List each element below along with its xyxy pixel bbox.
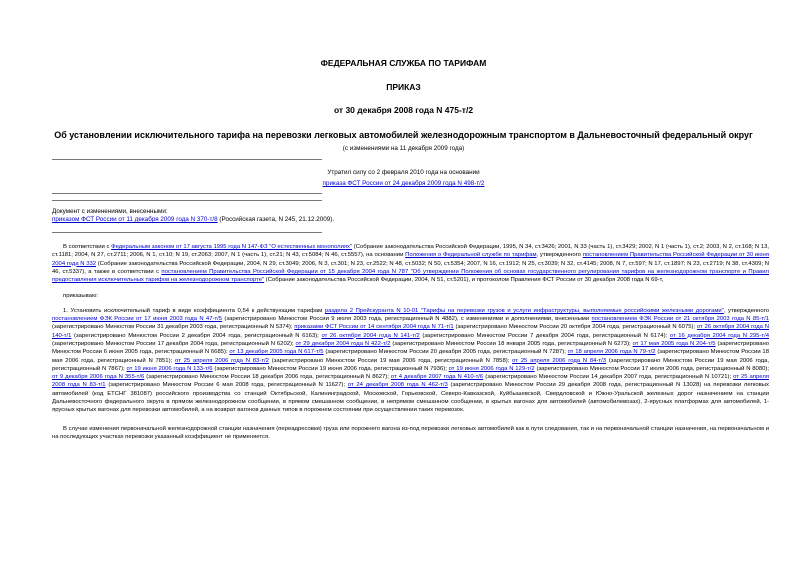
- reference-link[interactable]: от 25 апреля 2006 года N 83-т/2: [174, 357, 269, 364]
- divider: [52, 200, 322, 201]
- revision-note: (с изменениями на 11 декабря 2009 года): [342, 145, 465, 152]
- reference-link[interactable]: Федеральным законом от 17 августа 1995 года N 147-ФЗ "О естественных монополиях": [111, 244, 353, 250]
- text-run: , утвержденного: [723, 307, 770, 314]
- changes-link[interactable]: приказом ФСТ России от 11 декабря 2009 года N 370-т/8: [52, 216, 218, 224]
- reference-link[interactable]: постановлением ФЭК России от 21 октября 2003 года N 85-т/1: [591, 316, 769, 323]
- reference-link[interactable]: постановлением Правительства Российской Федерации от 30 июня 2004 года N 332: [52, 252, 769, 267]
- text-run: (зарегистрировано Минюстом России 19 мая 2006 года, регистрационный N 7858);: [268, 357, 513, 364]
- text-run: (зарегистрировано Минюстом России 29 декабря 2008 года, регистрационный N 13028) на перевозки легковых автомобилей (код ЕТСНГ 381087) российского производства со станций Октябрьской, Калининградской, Московской, Горьковской, Северо-Кавказской, Куйбышевской, Свердловской и Южно-Уральской железных дорог назначением на станции Дальневосточного федерального округа в прямом железнодорожном сообщении, в прямом смешанном сообщении, в непрямом смешанном сообщении, в крытых вагонах для автомобилей (автомобилевозах), 2-ярусных платформах для автомобилей, 1-ярусных крытых вагонах для перевозки автомобилей, а на возврат вагонов данных типов в порожнем состоянии при осуществлении таких перевозок.: [52, 382, 769, 414]
- divider: [52, 232, 322, 233]
- expiry-text: Утратил силу со 2 февраля 2010 года на основании: [327, 169, 480, 176]
- text-run: (зарегистрировано Минюстом России 2 декабря 2004 года, регистрационный N 6163);: [71, 332, 322, 339]
- reference-link[interactable]: от 29 декабря 2004 года N 422-т/2: [295, 340, 391, 347]
- text-run: (зарегистрировано Минюстом России 20 октября 2004 года, регистрационный N 6075);: [453, 324, 697, 331]
- text-run: (зарегистрировано Минюстом России 9 июля 2003 года, регистрационный N 4882), с изменениями и дополнениями, внесенными: [222, 316, 592, 323]
- reference-link[interactable]: от 18 апреля 2006 года N 79-т/2: [567, 349, 656, 356]
- text-run: (зарегистрировано Минюстом России 6 июня 2005 года, регистрационный N 6685);: [52, 340, 770, 356]
- reference-link[interactable]: от 26 октября 2004 года N 141-т/2: [321, 332, 420, 339]
- text-run: (Собрание законодательства Российской Федерации, 1995, N 34, ст.3426; 2001, N 33 (часть 1), ст.3429; 2002, N 1 (часть 1), ст.2; 2003, N 2, ст.168; N 13, ст.1181; 2004, N 27, ст.2711; 2006, N 1, ст.10; N 19, ст.2063; 2007, N 1 (часть 1), ст.21; N 43, ст.5084; N 46, ст.5557), на основании: [52, 244, 769, 259]
- text-run: (зарегистрировано Минюстом России 19 мая 2006 года, регистрационный N 7867);: [52, 357, 769, 372]
- text-run: 1. Установить исключительный тариф в виде коэффициента 0,54 к действующим тарифам: [63, 307, 325, 314]
- text-run: (зарегистрировано Минюстом России 17 июля 2006 года, регистрационный N 8080);: [534, 365, 769, 372]
- reference-link[interactable]: постановлением Правительства Российской Федерации от 15 декабря 2004 года N 787 "Об утверждении Положения об основах государственного регулирования тарифов на железнодорожном транспорте и Правил предоставления исключительных тарифов на железнодорожном транспорте": [52, 268, 769, 284]
- divider: [52, 159, 322, 160]
- text-run: (зарегистрировано Минюстом России 6 мая 2008 года, регистрационный N 11627);: [105, 382, 348, 389]
- doc-date-heading: от 30 декабря 2008 года N 475-т/2: [333, 105, 474, 115]
- text-run: (зарегистрировано Минюстом России 20 декабря 2005 года, регистрационный N 7287);: [323, 349, 568, 356]
- changes-label: Документ с изменениями, внесенными:: [52, 208, 168, 215]
- doc-type-heading: ПРИКАЗ: [386, 82, 421, 92]
- text-run: В соответствии с: [63, 244, 112, 250]
- reference-link[interactable]: от 16 декабря 2004 года N 295-т/4: [669, 332, 770, 339]
- text-run: (зарегистрировано Минюстом России 7 декабря 2004 года, регистрационный N 6174);: [419, 332, 670, 339]
- text-run: (Собрание законодательства Российской Федерации, 2004, N 51, ст.5201), и протоколом Правления ФСТ России от 30 декабря 2008 года N 69-т,: [264, 277, 664, 284]
- text-run: (зарегистрировано Минюстом России 18 мая 2006 года, регистрационный N 7851);: [52, 349, 769, 364]
- document-body: [52, 243, 769, 441]
- text-run: (Собрание законодательства Российской Федерации, 2004, N 29, ст.3049; 2006, N 3, ст.301; N 23, ст.2522; N 48, ст.5032; N 50, ст.5354; 2007, N 16, ст.1912; N 25, ст.3039; N 32, ст.4145; 2008, N 7, ст.597; N 17, ст.1897; N 23, ст.2719; N 38, ст.4309; N 46, ст.5337), а также в соответствии с: [52, 260, 769, 275]
- changes-source: (Российская газета, N 245, 21.12.2009).: [217, 216, 335, 224]
- item-1-paragraph: [52, 307, 769, 415]
- reference-link[interactable]: от 19 июня 2006 года N 133-т/6: [126, 365, 213, 372]
- text-run: (зарегистрировано Минюстом России 17 декабря 2004 года, регистрационный N 6202);: [52, 340, 296, 347]
- expiry-link[interactable]: приказа ФСТ России от 24 декабря 2009 года N 498-т/2: [322, 180, 485, 187]
- reference-link[interactable]: от 19 июня 2006 года N 129-т/2: [448, 365, 535, 372]
- reference-link[interactable]: раздела 2 Прейскуранта N 10-01 "Тарифы на перевозки грузов и услуги инфраструктуры, выполняемые российскими железными дорогами": [324, 307, 724, 314]
- preamble-paragraph: [52, 243, 769, 284]
- reference-link[interactable]: от 24 декабря 2008 года N 462-т/3: [347, 382, 448, 389]
- changes-block: [52, 208, 452, 225]
- text-run: , утвержденного: [536, 252, 583, 259]
- text-run: (зарегистрировано Минюстом России 18 декабря 2006 года, регистрационный N 8627);: [144, 374, 391, 381]
- text-run: (зарегистрировано Минюстом России 31 декабря 2003 года, регистрационный N 5374);: [52, 324, 295, 331]
- reference-link[interactable]: от 9 декабря 2006 года N 355-т/6: [52, 374, 145, 381]
- reference-link[interactable]: от 4 декабря 2007 года N 410-т/6: [390, 374, 484, 381]
- text-run: (зарегистрировано Минюстом России 19 июня 2006 года, регистрационный N 7936);: [212, 365, 449, 372]
- text-run: (зарегистрировано Минюстом России 14 декабря 2007 года, регистрационный N 10721);: [483, 374, 734, 381]
- reference-link[interactable]: от 26 октября 2004 года N 140-т/1: [52, 324, 769, 339]
- item-2-paragraph: В случае изменения первоначальной железнодорожной станции назначения (переадресовки) груза или порожнего вагона из-под перевозки легковых автомобилей как в пути следования, так и на первоначальной станции назначения, на первоначальном и на последующих участках перевозки указанный коэффициент не применяется.: [52, 425, 769, 440]
- divider: [52, 193, 322, 194]
- reference-link[interactable]: приказами ФСТ России от 14 сентября 2004 года N 71-т/1: [294, 324, 454, 331]
- reference-link[interactable]: от 25 апреля 2006 года N 84-т/3: [512, 357, 607, 364]
- reference-link[interactable]: постановлением ФЭК России от 17 июня 2003 года N 47-т/5: [52, 316, 223, 323]
- order-word: приказываю:: [63, 293, 99, 300]
- reference-link[interactable]: от 17 мая 2005 года N 204-т/5: [632, 340, 716, 347]
- document-title: Об установлении исключительного тарифа на перевозки легковых автомобилей железнодорожным транспортом в Дальневосточный федеральный округ: [54, 130, 753, 140]
- reference-link[interactable]: от 25 апреля 2008 года N 83-т/1: [52, 374, 769, 389]
- reference-link[interactable]: Положения о Федеральной службе по тарифам: [405, 252, 537, 259]
- agency-heading: ФЕДЕРАЛЬНАЯ СЛУЖБА ПО ТАРИФАМ: [320, 58, 487, 68]
- reference-link[interactable]: от 13 декабря 2005 года N 617-т/5: [229, 349, 324, 356]
- text-run: (зарегистрировано Минюстом России 18 января 2005 года, регистрационный N 6273);: [390, 340, 633, 347]
